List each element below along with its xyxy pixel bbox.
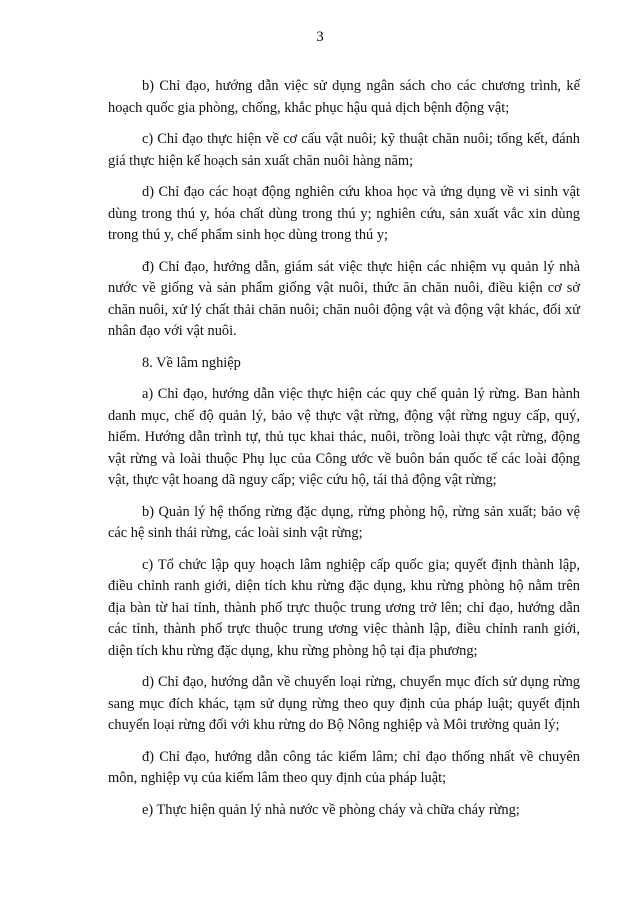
paragraph-a-forest-regulations: a) Chỉ đạo, hướng dẫn việc thực hiện các quy chế quản lý rừng. Ban hành danh mục, chế độ quản lý, bảo vệ thực vật rừng, động vật rừng nguy cấp, quý, hiếm. Hướng dẫn trình tự, thủ tục khai thác, nuôi, trồng loài thực vật rừng, động vật rừng và loài thuộc Phụ lục của Công ước về buôn bán quốc tế các loài động vật, thực vật hoang dã nguy cấp; việc cứu hộ, tái thả động vật rừng; — [108, 386, 580, 488]
document-body — [108, 76, 580, 831]
paragraph-d-veterinary-research: d) Chỉ đạo các hoạt động nghiên cứu khoa học và ứng dụng về vi sinh vật dùng trong thú y, hóa chất dùng trong thú y; nghiên cứu, sản xuất vắc xin dùng trong thú y, chế phẩm sinh học dùng trong thú y; — [108, 184, 580, 243]
paragraph-dd-livestock-management: đ) Chỉ đạo, hướng dẫn, giám sát việc thực hiện các nhiệm vụ quản lý nhà nước về giống và sản phẩm giống vật nuôi, thức ăn chăn nuôi, điều kiện cơ sở chăn nuôi, xử lý chất thải chăn nuôi; chăn nuôi động vật và động vật khác, đối xử nhân đạo với vật nuôi. — [108, 258, 580, 339]
paragraph-c-livestock-structure: c) Chỉ đạo thực hiện về cơ cấu vật nuôi; kỹ thuật chăn nuôi; tổng kết, đánh giá thực hiện kế hoạch sản xuất chăn nuôi hàng năm; — [108, 131, 580, 169]
section-heading-forestry: 8. Về lâm nghiệp — [142, 354, 241, 371]
paragraph-c-forestry-planning: c) Tổ chức lập quy hoạch lâm nghiệp cấp quốc gia; quyết định thành lập, điều chỉnh ranh giới, diện tích khu rừng đặc dụng, khu rừng phòng hộ nằm trên địa bàn từ hai tỉnh, thành phố trực thuộc trung ương trở lên; chỉ đạo, hướng dẫn các tỉnh, thành phố trực thuộc trung ương việc thành lập, điều chỉnh ranh giới, diện tích khu rừng đặc dụng, khu rừng phòng hộ tại địa phương; — [108, 556, 580, 659]
paragraph-b-forest-systems: b) Quản lý hệ thống rừng đặc dụng, rừng phòng hộ, rừng sản xuất; bảo vệ các hệ sinh thái rừng, các loài sinh vật rừng; — [108, 503, 580, 541]
page-number: 3 — [316, 29, 324, 45]
paragraph-b-animal-disease-budget: b) Chỉ đạo, hướng dẫn việc sử dụng ngân sách cho các chương trình, kế hoạch quốc gia phòng, chống, khắc phục hậu quả dịch bệnh động vật; — [108, 78, 580, 116]
paragraph-e-forest-fire: e) Thực hiện quản lý nhà nước về phòng cháy và chữa cháy rừng; — [142, 801, 520, 818]
paragraph-d-forest-conversion: d) Chỉ đạo, hướng dẫn về chuyển loại rừng, chuyển mục đích sử dụng rừng sang mục đích khác, tạm sử dụng rừng theo quy định của pháp luật; quyết định chuyển loại rừng đối với khu rừng do Bộ Nông nghiệp và Môi trường quản lý; — [108, 674, 580, 733]
paragraph-dd-forest-ranger: đ) Chỉ đạo, hướng dẫn công tác kiểm lâm; chỉ đạo thống nhất về chuyên môn, nghiệp vụ của kiểm lâm theo quy định của pháp luật; — [108, 748, 580, 786]
